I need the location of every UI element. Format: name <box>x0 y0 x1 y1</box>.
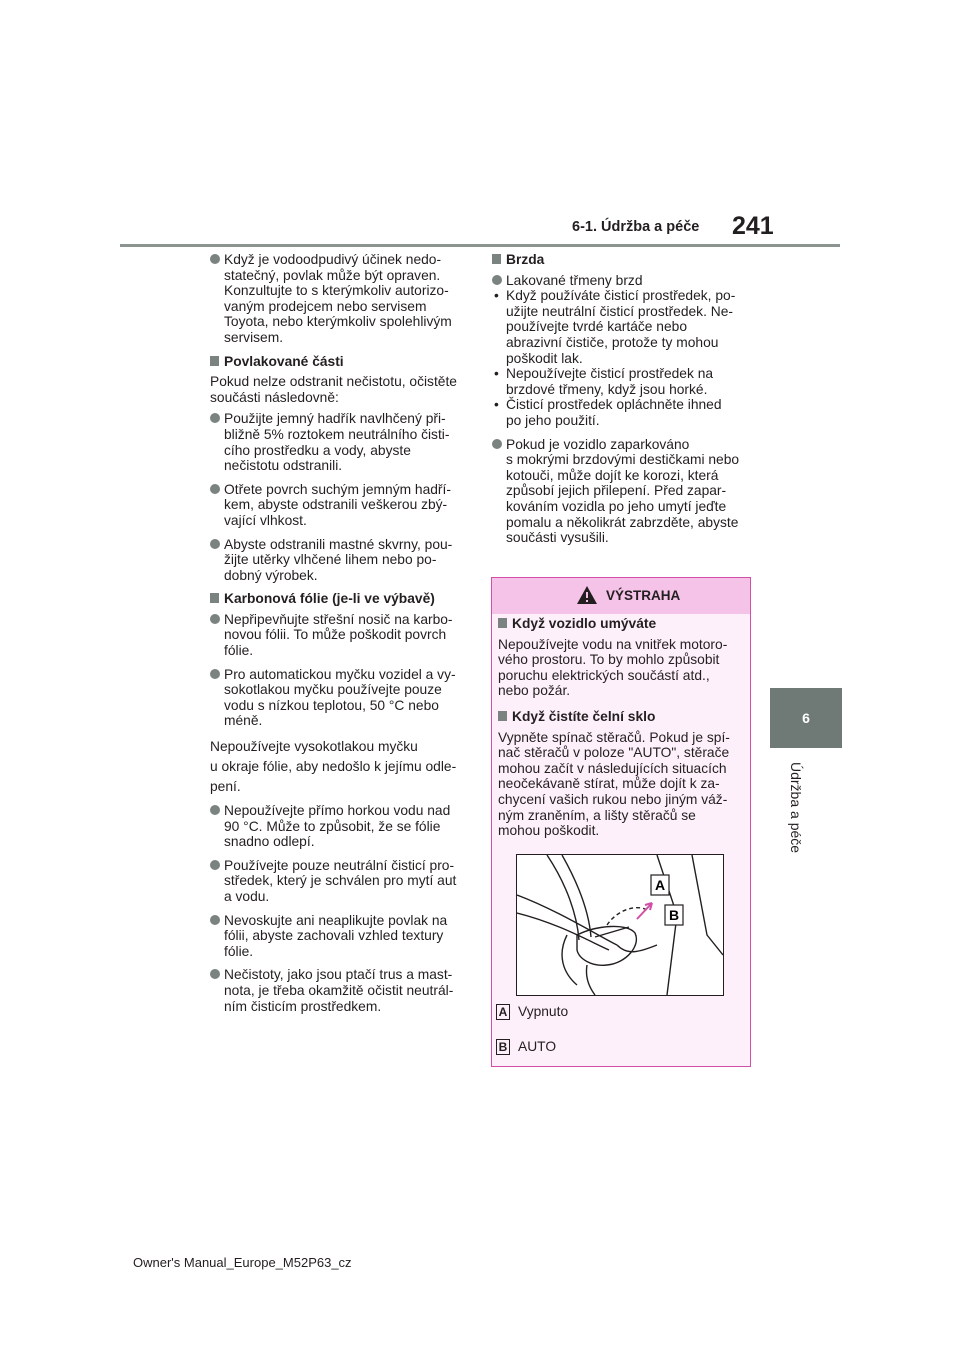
header-rule <box>120 244 840 247</box>
text-line: kováním vozidla po jeho umytí jeďte <box>506 498 727 514</box>
text-line: Nepřipevňujte střešní nosič na karbo- <box>224 611 453 627</box>
dash-item: • Když používáte čisticí prostředek, po- užijte neutrální čisticí prostředek. Ne- používejte tvrdé kartáče nebo abrazivní čističe, protože ty mohou poškodit lak. <box>492 288 756 366</box>
dash-item: • Nepoužívejte čisticí prostředek na brzdové třmeny, když jsou horké. <box>492 366 756 397</box>
left-column <box>210 252 472 1022</box>
bullet-dot-icon <box>210 969 220 979</box>
legend-item-b: B AUTO <box>496 1039 556 1055</box>
text-line: mohou začít v následujících situacích <box>498 760 727 776</box>
text-line: nečistotu odstranili. <box>224 458 343 474</box>
text-line: bližně 5% roztokem neutrálního čisti- <box>224 426 450 442</box>
text-line: Používejte pouze neutrální čisticí pro- <box>224 857 455 873</box>
text-line: kem, abyste odstranili veškerou zbý- <box>224 497 448 513</box>
text-line: vodu s nízkou teplotou, 50 °C nebo <box>224 697 439 713</box>
text-line: servisem. <box>224 329 284 345</box>
bullet <box>210 858 472 905</box>
square-icon <box>498 711 507 721</box>
text-line: užijte neutrální čisticí prostředek. Ne- <box>506 303 733 319</box>
warning-icon <box>576 585 598 605</box>
text-line: u okraje fólie, aby nedošlo k jejímu odle- <box>210 759 457 775</box>
bullet-dot-icon <box>210 669 220 679</box>
bullet <box>492 437 756 546</box>
text-line: Pokud nelze odstranit nečistotu, očistěte <box>210 374 457 390</box>
warning-box <box>491 577 751 1067</box>
text-line: fólie. <box>224 643 254 659</box>
text-line: ním čisticím prostředkem. <box>224 998 382 1014</box>
text-line: neočekávaně stírat, může dojít k za- <box>498 776 720 792</box>
bullet-dot-icon <box>492 439 502 449</box>
text-line: Toyota, nebo kterýmkoliv spolehlivým <box>224 314 452 330</box>
right-column <box>492 252 756 554</box>
subheading: Karbonová fólie (je-li ve výbavě) <box>210 591 472 607</box>
bullet <box>210 482 472 529</box>
text-line: chycení vašich rukou nebo jiným váž- <box>498 791 728 807</box>
bullet <box>210 411 472 473</box>
bullet <box>210 252 472 346</box>
text-line: Čisticí prostředek opláchněte ihned <box>506 397 722 413</box>
text-line: fólii, abyste zachovali vzhled textury <box>224 928 444 944</box>
text-line: součásti následovně: <box>210 389 339 405</box>
text-line: způsobí jejich přilepení. Před zapar- <box>506 483 727 499</box>
text-line: Vypněte spínač stěračů. Pokud je spí- <box>498 729 730 745</box>
text-line: Abyste odstranili mastné skvrny, pou- <box>224 536 453 552</box>
text-line: pení. <box>210 779 241 795</box>
figure-label-a: A <box>654 877 666 893</box>
text-line: novou fólii. To může poškodit povrch <box>224 627 447 643</box>
text-line: Pro automatickou myčku vozidel a vy- <box>224 666 456 682</box>
text-line: s mokrými brzdovými destičkami nebo <box>506 452 740 468</box>
bullet-dot-icon <box>210 484 220 494</box>
bullet-dot-icon <box>210 860 220 870</box>
text-line: Použijte jemný hadřík navlhčený při- <box>224 411 446 427</box>
text-line: žijte utěrky vlhčené lihem nebo po- <box>224 552 437 568</box>
subheading: Když vozidlo umýváte <box>498 616 744 632</box>
paragraph <box>210 737 472 797</box>
text-line: Konzultujte to s kterýmkoliv autorizo- <box>224 283 449 299</box>
text-line: vého prostoru. To by mohlo způsobit <box>498 652 720 668</box>
text-line: Nepoužívejte čisticí prostředek na <box>506 366 714 382</box>
dash-item: • Čisticí prostředek opláchněte ihned po jeho použití. <box>492 397 756 428</box>
chapter-tab: 6 <box>770 688 842 748</box>
figure-label-b: B <box>668 907 680 923</box>
text-line: Nepoužívejte vodu na vnitřek motoro- <box>498 636 728 652</box>
bullet <box>210 913 472 960</box>
bullet-dot-icon <box>210 539 220 549</box>
text-line: ným zraněním, a lišty stěračů se <box>498 807 696 823</box>
wiper-switch-illustration <box>517 855 723 995</box>
text-line: statečný, povlak může být opraven. <box>224 267 441 283</box>
text-line: Když používáte čisticí prostředek, po- <box>506 288 736 304</box>
bullet <box>210 537 472 584</box>
text-line: po jeho použití. <box>506 412 600 428</box>
text-line: 90 °C. Může to způsobit, že se fólie <box>224 818 441 834</box>
text-line: poruchu elektrických součástí atd., <box>498 667 710 683</box>
legend-item-a: A Vypnuto <box>496 1004 568 1020</box>
text-line: používejte tvrdé kartáče nebo <box>506 319 688 335</box>
bullet-dot-icon <box>210 254 220 264</box>
bullet-dot-icon <box>210 413 220 423</box>
subheading: Když čistíte čelní sklo <box>498 709 744 725</box>
subheading: Povlakované části <box>210 354 472 370</box>
warning-title: VÝSTRAHA <box>606 588 681 603</box>
text-line: nebo požár. <box>498 683 571 699</box>
text-line: snadno odlepí. <box>224 834 315 850</box>
text-line: dobný výrobek. <box>224 567 318 583</box>
section-title: 6-1. Údržba a péče <box>572 219 700 235</box>
text-line: brzdové třmeny, když jsou horké. <box>506 381 708 397</box>
text-line: Otřete povrch suchým jemným hadří- <box>224 481 451 497</box>
square-icon <box>210 356 219 366</box>
text-line: Když je vodoodpudivý účinek nedo- <box>224 252 442 267</box>
text-line: pomalu a několikrát zabrzděte, abyste <box>506 514 739 530</box>
bullet: Lakované třmeny brzd <box>492 273 756 289</box>
text-line: a vodu. <box>224 889 270 904</box>
text-line: vaným prodejcem nebo servisem <box>224 298 427 314</box>
text-line: Pokud je vozidlo zaparkováno <box>506 436 690 452</box>
text-line: Nepoužívejte vysokotlakou myčku <box>210 739 418 755</box>
chapter-label: Údržba a péče <box>788 762 804 854</box>
text-line: cího prostředku a vody, abyste <box>224 442 411 458</box>
text-line: středek, který je schválen pro mytí aut <box>224 873 457 889</box>
text-line: fólie. <box>224 943 254 959</box>
text-line: Nevoskujte ani neaplikujte povlak na <box>224 912 448 928</box>
text-line: součásti vysušili. <box>506 530 609 546</box>
text-line: sokotlakou myčku používejte pouze <box>224 682 442 698</box>
square-icon <box>498 618 507 628</box>
footer: Owner's Manual_Europe_M52P63_cz <box>133 1255 352 1270</box>
subheading: Brzda <box>492 252 756 268</box>
text-line: nota, je třeba okamžitě očistit neutrál- <box>224 982 454 998</box>
text-line: vající vlhkost. <box>224 512 307 528</box>
bullet <box>210 667 472 729</box>
paragraph <box>498 637 744 699</box>
square-icon <box>210 593 219 603</box>
bullet-dot-icon <box>210 915 220 925</box>
text-line: mohou poškodit. <box>498 823 600 839</box>
paragraph <box>210 374 472 405</box>
text-line: kotouči, může dojít ke korozi, která <box>506 467 719 483</box>
bullet <box>210 967 472 1014</box>
text-line: abrazivní čističe, protože ty mohou <box>506 334 719 350</box>
text-line: Nečistoty, jako jsou ptačí trus a mast- <box>224 967 453 983</box>
bullet-dot-icon <box>492 275 502 285</box>
text-line: méně. <box>224 713 263 729</box>
warning-header <box>492 578 750 614</box>
warning-body <box>498 616 744 841</box>
text-line: nač stěračů v poloze "AUTO", stěrače <box>498 745 730 761</box>
bullet <box>210 803 472 850</box>
wiper-switch-figure <box>516 854 724 996</box>
paragraph <box>498 730 744 839</box>
text-line: poškodit lak. <box>506 350 583 366</box>
bullet <box>210 612 472 659</box>
square-icon <box>492 254 501 264</box>
page-number: 241 <box>732 212 774 240</box>
text-line: Nepoužívejte přímo horkou vodu nad <box>224 803 451 819</box>
bullet-dot-icon <box>210 614 220 624</box>
bullet-dot-icon <box>210 805 220 815</box>
